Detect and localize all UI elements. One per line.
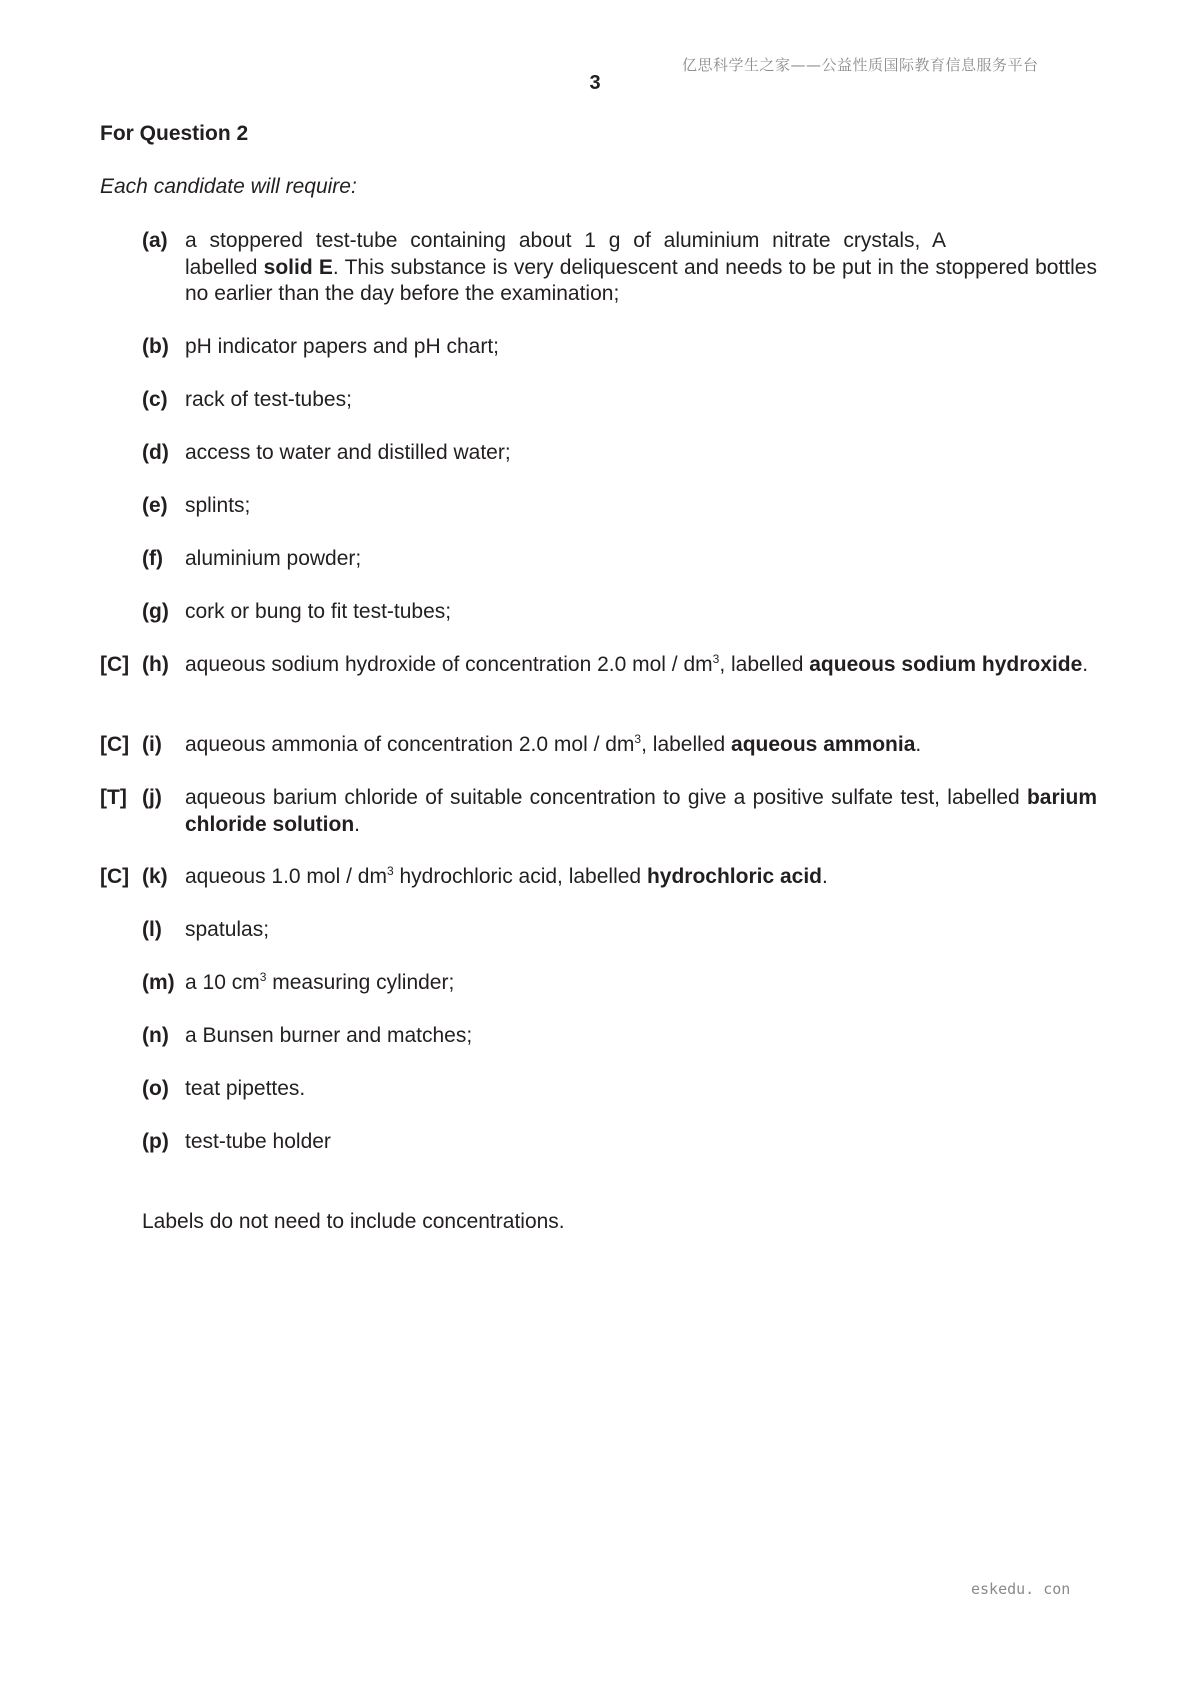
item-text: [185, 785, 1097, 838]
item-text-post: .: [1082, 653, 1089, 676]
item-text: teat pipettes.: [185, 1077, 306, 1100]
item-letter: (k): [142, 865, 168, 888]
item-text-mid: , labelled: [641, 733, 732, 756]
item-letter: (i): [142, 733, 162, 756]
item-letter: (e): [142, 494, 168, 517]
item-text: access to water and distilled water;: [185, 441, 511, 464]
labels-note: Labels do not need to include concentrations.: [142, 1210, 565, 1233]
intro-text: Each candidate will require:: [100, 175, 357, 198]
item-text-bold: solid E: [263, 255, 333, 279]
item-tag: [C]: [100, 733, 130, 756]
item-letter: (f): [142, 547, 163, 570]
item-text: spatulas;: [185, 918, 270, 941]
item-text: [185, 652, 1097, 679]
item-letter: (o): [142, 1077, 169, 1100]
item-text-line1: a stoppered test-tube containing about 1 g of aluminium nitrate crystals, A: [185, 229, 947, 252]
item-letter: (g): [142, 600, 169, 623]
item-text-pre: aqueous ammonia of concentration 2.0 mol / dm: [185, 733, 635, 756]
item-text-bold: aqueous ammonia: [731, 733, 916, 756]
item-text-sup: 3: [386, 864, 394, 878]
item-text: splints;: [185, 494, 251, 517]
item-letter: (l): [142, 918, 162, 941]
item-text-post: . This substance is very deliquescent and needs to be put in the stoppered bottles no earlier than the day before the examination;: [185, 255, 1097, 305]
item-text: [185, 228, 1097, 308]
item-text: cork or bung to fit test-tubes;: [185, 600, 452, 623]
item-text-pre: aqueous barium chloride of suitable concentration to give a positive sulfate test, labelled: [185, 786, 1027, 809]
item-letter: (h): [142, 653, 169, 676]
item-text-mid: , labelled: [719, 653, 810, 676]
item-text: aluminium powder;: [185, 547, 362, 570]
item-text-bold: aqueous sodium hydroxide: [809, 653, 1083, 676]
item-tag: [C]: [100, 865, 130, 888]
item-text: [185, 732, 1097, 759]
item-text-pre: labelled: [185, 255, 264, 279]
item-letter: (c): [142, 388, 168, 411]
item-text: rack of test-tubes;: [185, 388, 352, 411]
item-tag: [C]: [100, 653, 130, 676]
item-text-pre: aqueous 1.0 mol / dm: [185, 865, 387, 888]
question-heading: For Question 2: [100, 122, 249, 145]
item-text: [185, 970, 1097, 997]
item-text: a Bunsen burner and matches;: [185, 1024, 473, 1047]
item-letter: (m): [142, 971, 175, 994]
item-letter: (b): [142, 335, 169, 358]
item-text-bold: hydrochloric acid: [646, 865, 822, 888]
item-letter: (d): [142, 441, 169, 464]
watermark-top: 亿思科学生之家——公益性质国际教育信息服务平台: [682, 56, 1039, 74]
item-text-sup: 3: [712, 652, 720, 666]
item-text-pre: aqueous sodium hydroxide of concentration 2.0 mol / dm: [185, 653, 713, 676]
item-letter: (a): [142, 229, 168, 252]
item-letter: (n): [142, 1024, 169, 1047]
page-number: 3: [589, 72, 601, 94]
item-text-rest: [185, 255, 1097, 308]
item-text-sup: 3: [634, 732, 642, 746]
item-text-post: .: [354, 812, 361, 836]
item-letter: (j): [142, 786, 162, 809]
item-text: pH indicator papers and pH chart;: [185, 335, 500, 358]
watermark-bottom: eskedu. con: [971, 1580, 1071, 1598]
item-text-sup: 3: [259, 970, 267, 984]
item-text-post: measuring cylinder;: [266, 971, 455, 994]
item-text-post: .: [822, 865, 828, 888]
item-text-bold: barium chloride solution: [185, 786, 1097, 836]
item-text-pre: a 10 cm: [185, 971, 260, 994]
item-tag: [T]: [100, 786, 127, 809]
item-text: test-tube holder: [185, 1130, 331, 1153]
item-letter: (p): [142, 1130, 169, 1153]
item-text: [185, 864, 1097, 891]
item-text-mid: hydrochloric acid, labelled: [393, 865, 647, 888]
item-text-post: .: [915, 733, 922, 756]
